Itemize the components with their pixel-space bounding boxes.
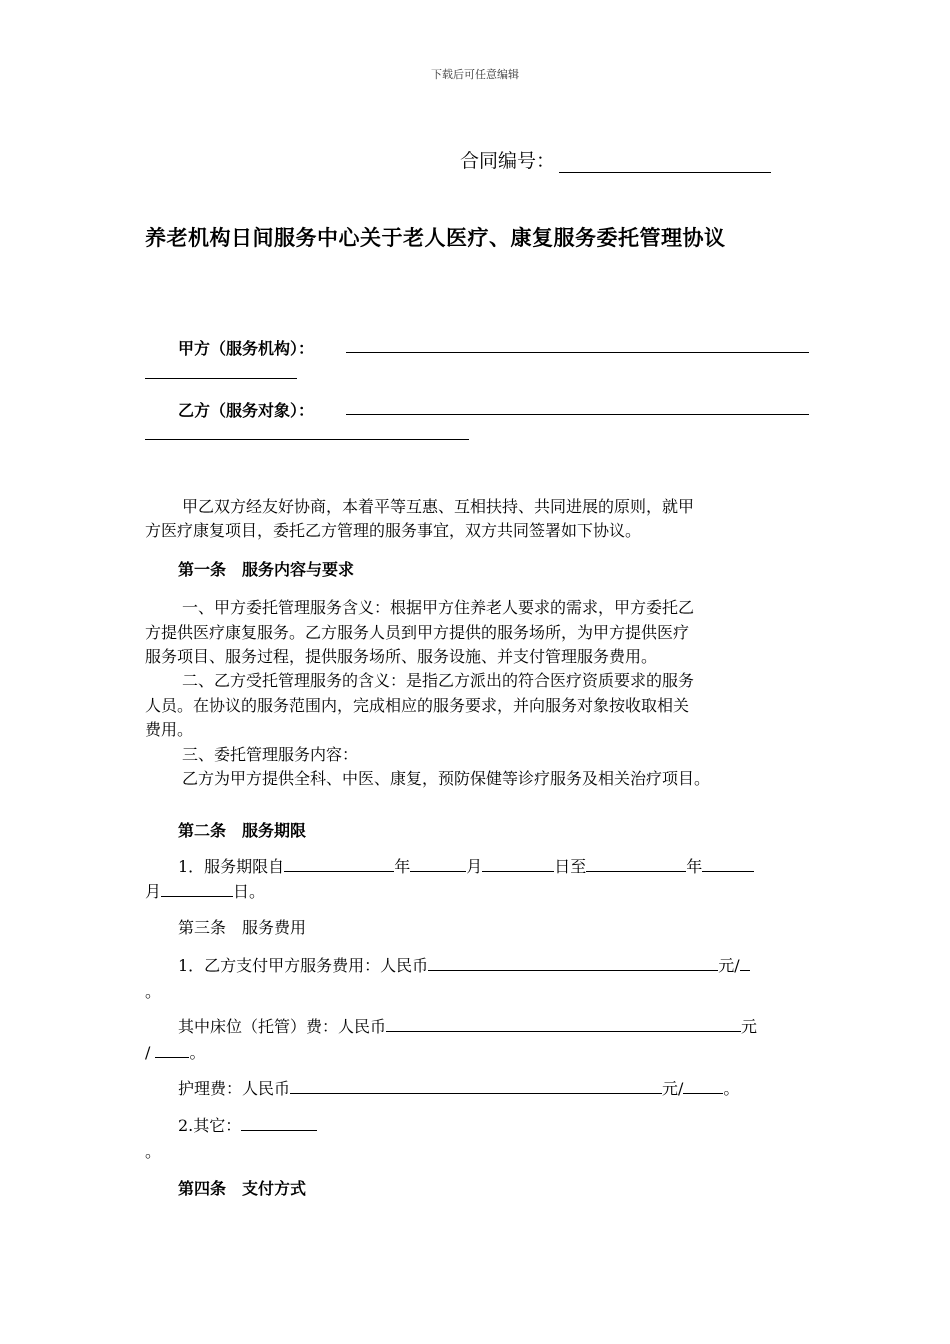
a3-p2: [178, 1014, 757, 1039]
a3-p1-end: 。: [145, 982, 162, 1001]
a1-p3: 三、委托管理服务内容：: [182, 745, 359, 764]
a1-p2-line-2: 人员。在协议的服务范围内，完成相应的服务要求，并向服务对象按收取相关: [145, 696, 690, 715]
a2-l2-day: 日。: [233, 882, 266, 901]
a2-line-2: [145, 879, 265, 904]
a3-p4-end: 。: [145, 1142, 162, 1161]
nursing-fee-period-blank: [683, 1077, 723, 1094]
end-year-blank: [586, 855, 686, 872]
a3-p1-unit: 元/: [718, 956, 740, 975]
a2-l2-month: 月: [145, 882, 162, 901]
intro-line-1: 甲乙双方经友好协商，本着平等互惠、互相扶持、共同进展的原则，就甲: [182, 497, 695, 516]
a1-p2-line-3: 费用。: [145, 720, 194, 739]
a1-p4: 乙方为甲方提供全科、中医、康复，预防保健等诊疗服务及相关治疗项目。: [182, 769, 711, 788]
end-month-blank: [702, 855, 754, 872]
a3-p2-prefix: 其中床位（托管）费：人民币: [178, 1017, 387, 1036]
contract-number-blank: [559, 154, 771, 173]
start-year-blank: [284, 855, 394, 872]
a3-p3-end: 。: [723, 1079, 740, 1098]
a3-p4: [178, 1113, 317, 1138]
article-4-title: 第四条 支付方式: [178, 1179, 307, 1198]
a1-p2-line-1: 二、乙方受托管理服务的含义：是指乙方派出的符合医疗资质要求的服务: [182, 671, 695, 690]
a2-month: 月: [466, 857, 483, 876]
contract-number-label: 合同编号：: [460, 150, 556, 172]
party-b-label: 乙方（服务对象）：: [178, 401, 315, 420]
document-title: 养老机构日间服务中心关于老人医疗、康复服务委托管理协议: [145, 226, 726, 250]
a3-p1-prefix: 1．乙方支付甲方服务费用：人民币: [178, 956, 429, 975]
other-blank: [241, 1114, 317, 1131]
a2-year-2: 年: [686, 857, 703, 876]
article-3-title: 第三条 服务费用: [178, 918, 307, 937]
party-b-blank-1: [346, 414, 809, 415]
header-note: 下载后可任意编辑: [431, 68, 519, 81]
bed-fee-blank: [386, 1015, 741, 1032]
a3-p3: [178, 1076, 739, 1101]
intro-line-2: 方医疗康复项目，委托乙方管理的服务事宜，双方共同签署如下协议。: [145, 521, 642, 540]
article-1-title: 第一条 服务内容与要求: [178, 560, 355, 579]
a3-p2-slash: /: [145, 1043, 151, 1062]
contract-number: [460, 146, 771, 173]
nursing-fee-blank: [290, 1077, 662, 1094]
total-fee-period-blank: [740, 954, 750, 971]
a3-p2-end: 。: [189, 1043, 206, 1062]
a1-p1-line-3: 服务项目、服务过程，提供服务场所、服务设施、并支付管理服务费用。: [145, 647, 658, 666]
a3-p3-prefix: 护理费：人民币: [178, 1079, 291, 1098]
total-fee-blank: [428, 954, 718, 971]
start-month-blank: [410, 855, 466, 872]
a2-prefix: 1．服务期限自: [178, 857, 285, 876]
a3-p4-prefix: 2.其它：: [178, 1116, 242, 1135]
party-b-blank-2: [145, 439, 469, 440]
a3-p3-unit: 元/: [662, 1079, 684, 1098]
article-2-title: 第二条 服务期限: [178, 821, 307, 840]
party-a-blank-1: [346, 352, 809, 353]
a1-p1-line-2: 方提供医疗康复服务。乙方服务人员到甲方提供的服务场所，为甲方提供医疗: [145, 623, 690, 642]
party-a-blank-2: [145, 378, 297, 379]
a3-p2-line-2: [145, 1040, 206, 1065]
party-a-label: 甲方（服务机构）：: [178, 339, 315, 358]
a2-line-1: [178, 854, 754, 879]
bed-fee-period-blank: [155, 1041, 189, 1058]
a3-p2-unit: 元: [741, 1017, 758, 1036]
a1-p1-line-1: 一、甲方委托管理服务含义：根据甲方住养老人要求的需求，甲方委托乙: [182, 598, 695, 617]
a3-p1: [178, 953, 750, 978]
start-day-blank: [482, 855, 554, 872]
end-day-blank: [161, 880, 233, 897]
a2-day-to: 日至: [554, 857, 587, 876]
a2-year: 年: [394, 857, 411, 876]
